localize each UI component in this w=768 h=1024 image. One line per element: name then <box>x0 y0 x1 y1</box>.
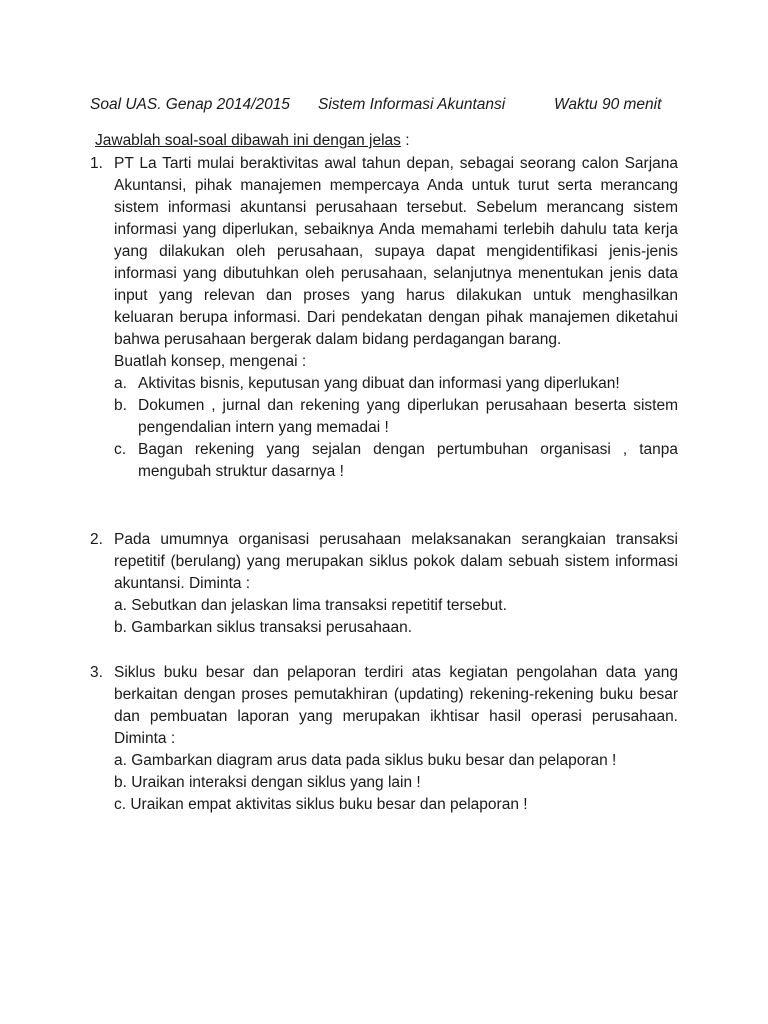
subject-title: Sistem Informasi Akuntansi <box>318 96 506 113</box>
exam-code: Soal UAS. Genap 2014/2015 <box>90 96 290 113</box>
question-number: 3. <box>90 664 103 681</box>
instruction-colon: : <box>400 132 410 149</box>
sub-question-c <box>114 439 678 483</box>
question-text: Pada umumnya organisasi perusahaan melaksanakan serangkaian transaksi repetitif (berulang) yang merupakan siklus pokok dalam sebuah sistem informasi akuntansi. Diminta : <box>114 531 678 592</box>
question-number: 2. <box>90 531 103 548</box>
question-number: 1. <box>90 155 103 172</box>
question-text: Siklus buku besar dan pelaporan terdiri atas kegiatan pengolahan data yang berkaitan dengan proses pemutakhiran (updating) rekening-rekening buku besar dan pembuatan laporan yang merupakan ikhtisar hasil operasi perusahaan. Diminta : <box>114 664 678 747</box>
sub-question-text: Bagan rekening yang sejalan dengan pertumbuhan organisasi , tanpa mengubah struktur dasarnya ! <box>138 441 678 480</box>
sub-question-text: Aktivitas bisnis, keputusan yang dibuat dan informasi yang diperlukan! <box>138 375 620 392</box>
sub-question-a: a. Sebutkan dan jelaskan lima transaksi repetitif tersebut. <box>114 597 507 614</box>
question-3 <box>90 662 678 816</box>
instruction-text: Jawablah soal-soal dibawah ini dengan jelas <box>95 132 401 149</box>
sub-question-c: c. Uraikan empat aktivitas siklus buku besar dan pelaporan ! <box>114 796 528 813</box>
sub-question-a <box>114 373 678 395</box>
sub-question-label: b. <box>114 397 127 414</box>
sub-question-text: Dokumen , jurnal dan rekening yang diperlukan perusahaan beserta sistem pengendalian intern yang memadai ! <box>138 397 678 436</box>
sub-question-b: b. Uraikan interaksi dengan siklus yang lain ! <box>114 774 421 791</box>
sub-question-label: a. <box>114 375 127 392</box>
time-limit: Waktu 90 menit <box>554 96 662 113</box>
sub-question-b <box>114 395 678 439</box>
sub-question-b: b. Gambarkan siklus transaksi perusahaan. <box>114 619 413 636</box>
sub-question-a: a. Gambarkan diagram arus data pada siklus buku besar dan pelaporan ! <box>114 752 617 769</box>
question-prompt: Buatlah konsep, mengenai : <box>114 353 307 370</box>
sub-question-label: c. <box>114 441 127 458</box>
question-text: PT La Tarti mulai beraktivitas awal tahun depan, sebagai seorang calon Sarjana Akuntansi, pihak manajemen mempercaya Anda untuk turut serta merancang sistem informasi akuntansi perusahaan tersebut. Sebelum merancang sistem informasi yang diperlukan, sebaiknya Anda memahami terlebih dahulu tata kerja yang dilakukan oleh perusahaan, supaya dapat mengidentifikasi jenis-jenis informasi yang dibutuhkan oleh perusahaan, selanjutnya menentukan jenis data input yang relevan dan proses yang harus dilakukan untuk menghasilkan keluaran berupa informasi. Dari pendekatan dengan pihak manajemen diketahui bahwa perusahaan bergerak dalam bidang perdagangan barang. <box>114 155 678 348</box>
exam-header <box>90 94 690 116</box>
question-2 <box>90 529 678 639</box>
instruction <box>95 130 410 152</box>
question-1 <box>90 153 678 483</box>
